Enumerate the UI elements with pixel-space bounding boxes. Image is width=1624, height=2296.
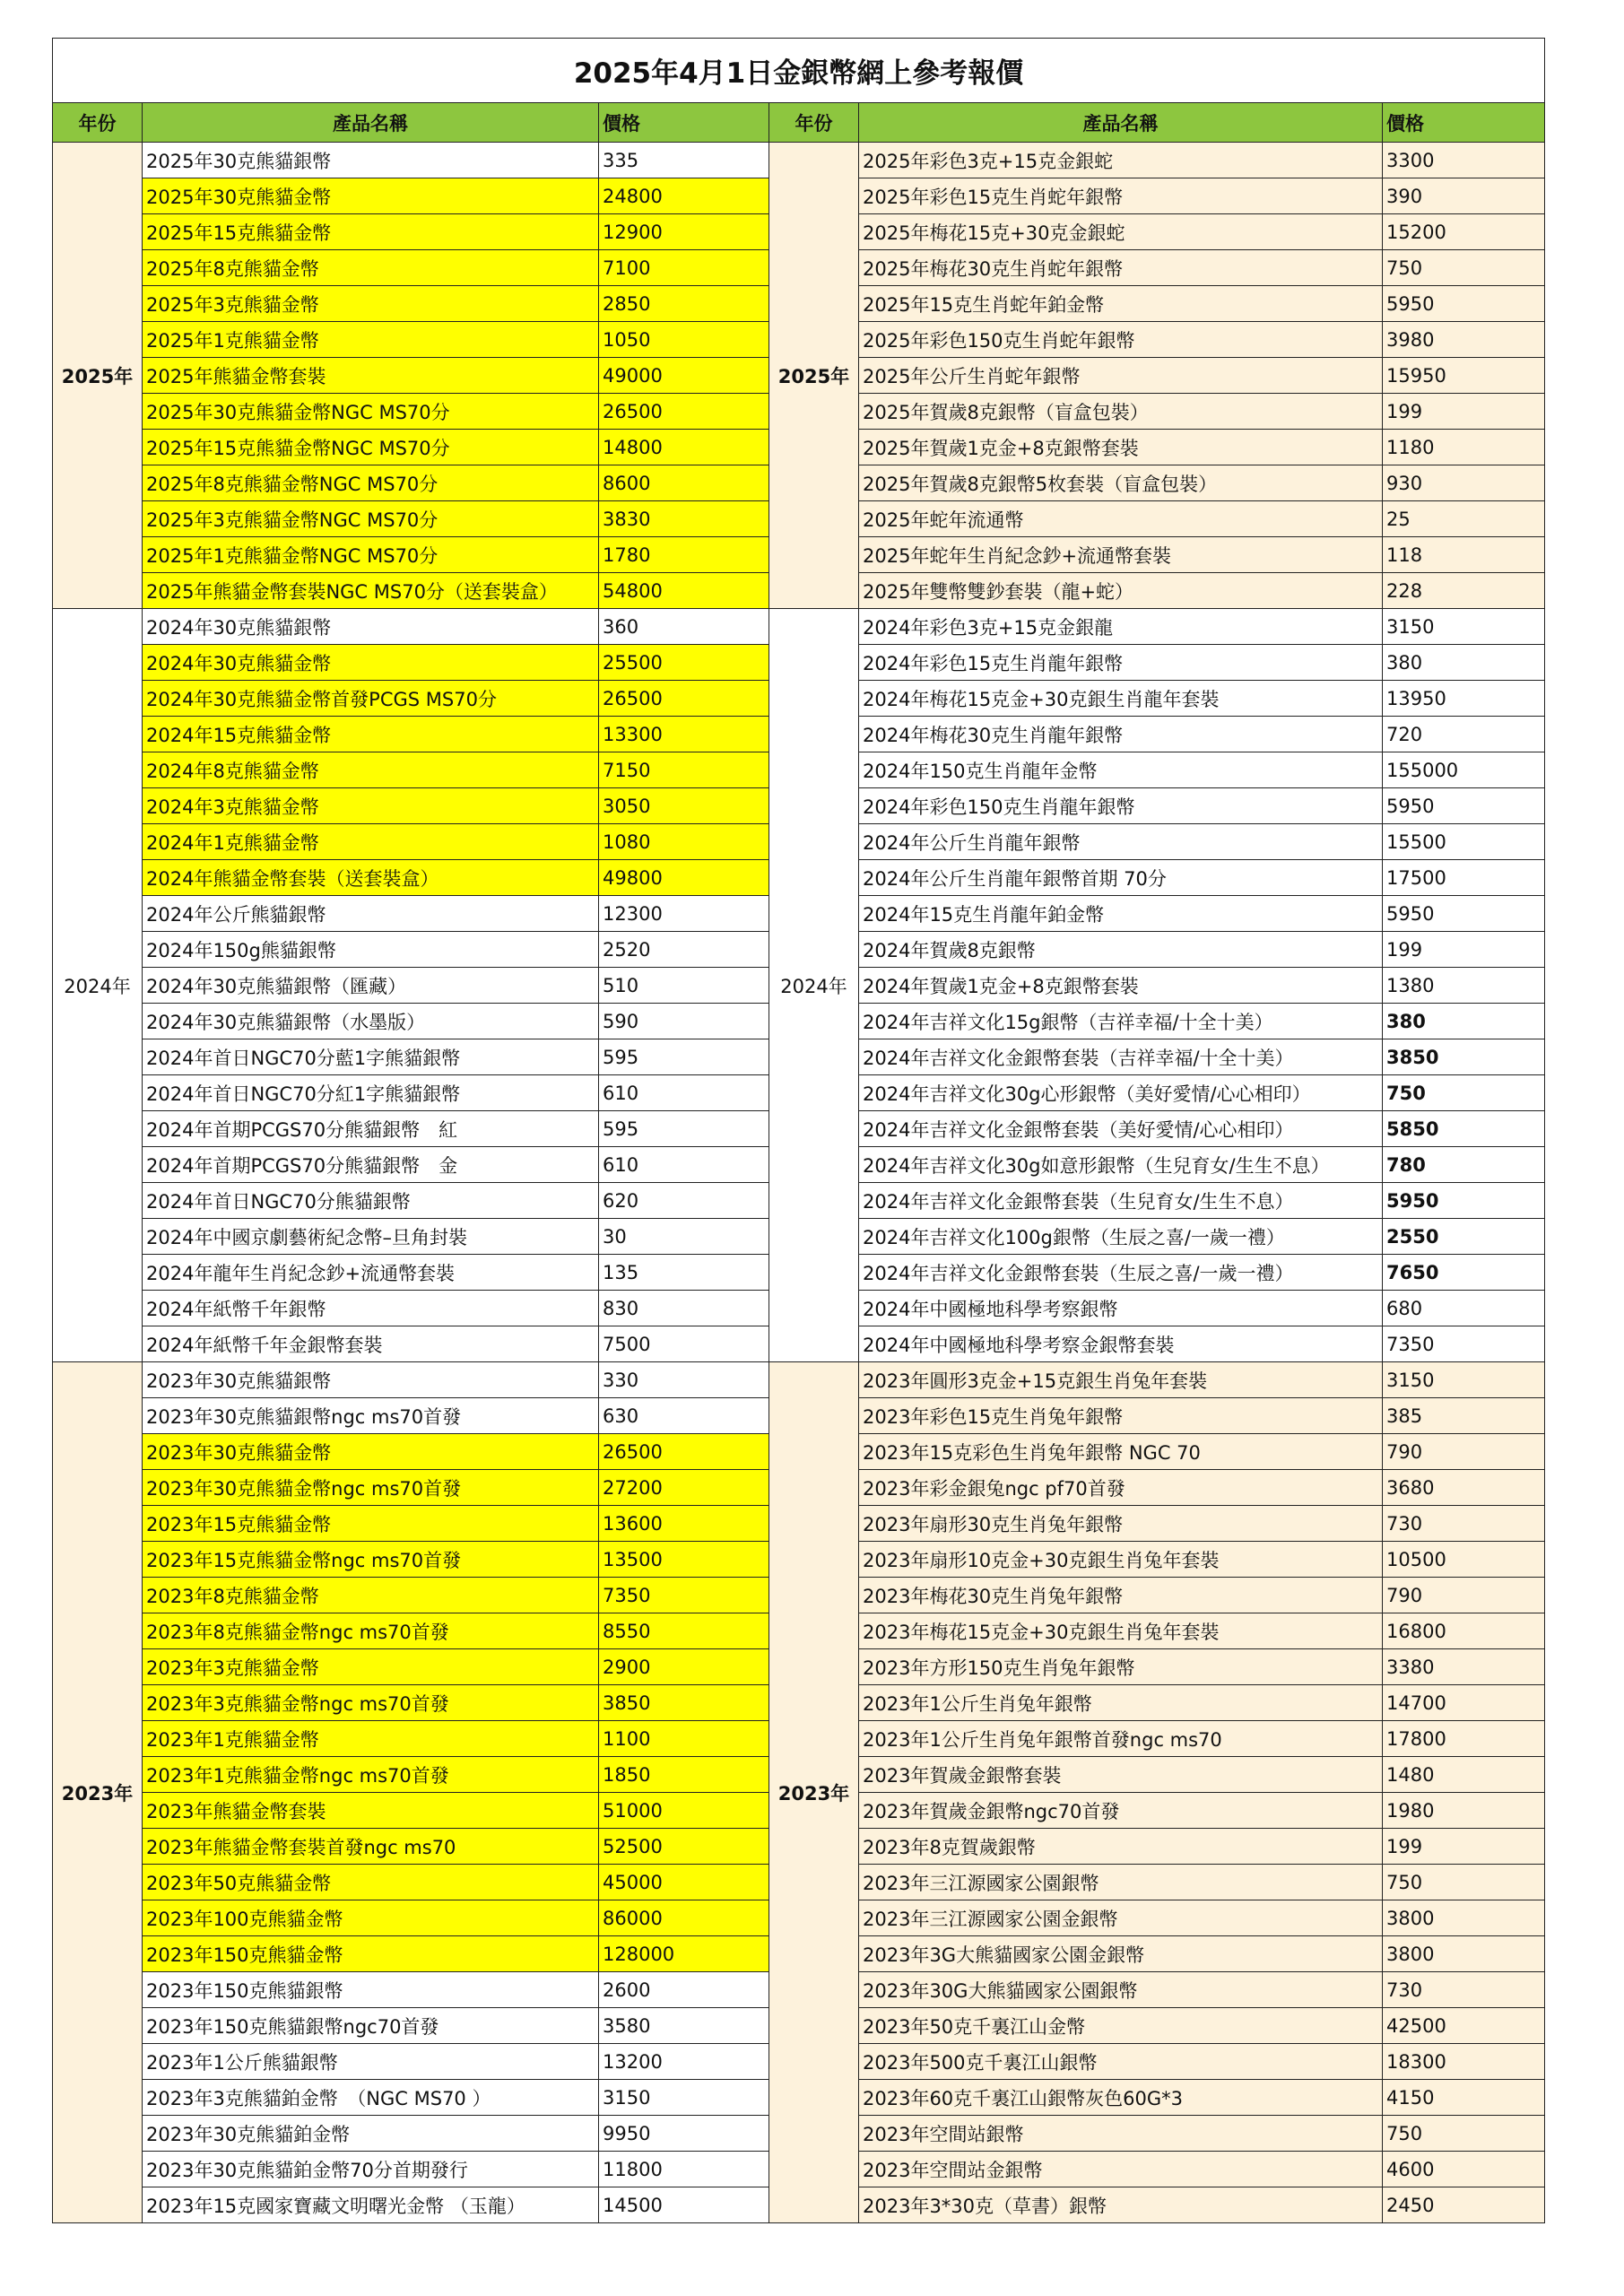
price-cell: 3050 [599,788,769,824]
product-name-cell: 2024年吉祥文化100g銀幣（生辰之喜/一歲一禮） [859,1219,1383,1255]
product-name-cell: 2024年紙幣千年銀幣 [143,1291,599,1326]
product-name-cell: 2023年3克熊貓鉑金幣 （NGC MS70 ） [143,2080,599,2116]
price-cell: 3680 [1383,1470,1545,1506]
product-name-cell: 2024年首期PCGS70分熊貓銀幣 紅 [143,1111,599,1147]
price-cell: 13200 [599,2044,769,2080]
price-cell: 5950 [1383,788,1545,824]
price-cell: 385 [1383,1398,1545,1434]
product-name-cell: 2025年30克熊貓金幣 [143,178,599,214]
price-cell: 390 [1383,178,1545,214]
price-cell: 620 [599,1183,769,1219]
price-cell: 8600 [599,465,769,501]
product-name-cell: 2024年梅花15克金+30克銀生肖龍年套裝 [859,681,1383,717]
price-cell: 330 [599,1362,769,1398]
price-cell: 15950 [1383,358,1545,394]
product-name-cell: 2023年彩色15克生肖兔年銀幣 [859,1398,1383,1434]
price-cell: 1180 [1383,430,1545,465]
product-name-cell: 2023年三江源國家公園銀幣 [859,1865,1383,1900]
product-name-cell: 2024年30克熊貓金幣 [143,645,599,681]
product-name-cell: 2023年1公斤生肖兔年銀幣首發ngc ms70 [859,1721,1383,1757]
price-cell: 5950 [1383,1183,1545,1219]
product-name-cell: 2023年扇形10克金+30克銀生肖兔年套裝 [859,1542,1383,1578]
product-name-cell: 2024年8克熊貓金幣 [143,752,599,788]
product-name-cell: 2023年梅花15克金+30克銀生肖兔年套裝 [859,1613,1383,1649]
price-cell: 14800 [599,430,769,465]
product-name-cell: 2023年30克熊貓銀幣ngc ms70首發 [143,1398,599,1434]
product-name-cell: 2024年紙幣千年金銀幣套裝 [143,1326,599,1362]
price-cell: 750 [1383,1865,1545,1900]
price-cell: 595 [599,1039,769,1075]
price-cell: 680 [1383,1291,1545,1326]
table-row [53,609,1545,645]
product-name-cell: 2023年賀歲金銀幣套裝 [859,1757,1383,1793]
product-name-cell: 2023年15克彩色生肖兔年銀幣 NGC 70 [859,1434,1383,1470]
price-cell: 610 [599,1075,769,1111]
price-cell: 199 [1383,1829,1545,1865]
price-cell: 15200 [1383,214,1545,250]
product-name-cell: 2023年15克熊貓金幣ngc ms70首發 [143,1542,599,1578]
price-cell: 830 [599,1291,769,1326]
header-price-right: 價格 [1383,103,1545,143]
product-name-cell: 2024年30克熊貓銀幣 [143,609,599,645]
product-name-cell: 2023年梅花30克生肖兔年銀幣 [859,1578,1383,1613]
product-name-cell: 2024年公斤生肖龍年銀幣首期 70分 [859,860,1383,896]
product-name-cell: 2024年吉祥文化金銀幣套裝（生兒育女/生生不息） [859,1183,1383,1219]
product-name-cell: 2023年30克熊貓金幣ngc ms70首發 [143,1470,599,1506]
price-cell: 3800 [1383,1900,1545,1936]
price-cell: 30 [599,1219,769,1255]
price-cell: 5950 [1383,286,1545,322]
product-name-cell: 2024年150克生肖龍年金幣 [859,752,1383,788]
product-name-cell: 2024年吉祥文化金銀幣套裝（生辰之喜/一歲一禮） [859,1255,1383,1291]
price-cell: 2900 [599,1649,769,1685]
product-name-cell: 2024年30克熊貓金幣首發PCGS MS70分 [143,681,599,717]
product-name-cell: 2023年100克熊貓金幣 [143,1900,599,1936]
price-cell: 790 [1383,1578,1545,1613]
price-cell: 790 [1383,1434,1545,1470]
product-name-cell: 2024年賀歲8克銀幣 [859,932,1383,968]
price-cell: 4600 [1383,2152,1545,2187]
price-cell: 1050 [599,322,769,358]
price-cell: 750 [1383,1075,1545,1111]
product-name-cell: 2024年彩色150克生肖龍年銀幣 [859,788,1383,824]
product-name-cell: 2025年彩色15克生肖蛇年銀幣 [859,178,1383,214]
price-cell: 335 [599,143,769,178]
product-name-cell: 2024年梅花30克生肖龍年銀幣 [859,717,1383,752]
product-name-cell: 2024年首日NGC70分紅1字熊貓銀幣 [143,1075,599,1111]
product-name-cell: 2024年150g熊貓銀幣 [143,932,599,968]
price-cell: 118 [1383,537,1545,573]
price-cell: 3800 [1383,1936,1545,1972]
product-name-cell: 2023年1克熊貓金幣ngc ms70首發 [143,1757,599,1793]
product-name-cell: 2024年30克熊貓銀幣（水墨版） [143,1004,599,1039]
price-cell: 16800 [1383,1613,1545,1649]
product-name-cell: 2025年8克熊貓金幣 [143,250,599,286]
price-cell: 13600 [599,1506,769,1542]
header-year-right: 年份 [769,103,859,143]
table-row [53,143,1545,178]
product-name-cell: 2023年30克熊貓鉑金幣 [143,2116,599,2152]
price-cell: 930 [1383,465,1545,501]
product-name-cell: 2024年吉祥文化15g銀幣（吉祥幸福/十全十美） [859,1004,1383,1039]
product-name-cell: 2023年方形150克生肖兔年銀幣 [859,1649,1383,1685]
price-cell: 1480 [1383,1757,1545,1793]
price-cell: 12300 [599,896,769,932]
price-cell: 5950 [1383,896,1545,932]
product-name-cell: 2023年50克熊貓金幣 [143,1865,599,1900]
product-name-cell: 2023年150克熊貓銀幣 [143,1972,599,2008]
page-title: 2025年4月1日金銀幣網上參考報價 [53,39,1545,103]
price-cell: 2450 [1383,2187,1545,2223]
price-cell: 630 [599,1398,769,1434]
price-cell: 510 [599,968,769,1004]
price-cell: 14700 [1383,1685,1545,1721]
price-cell: 17500 [1383,860,1545,896]
price-cell: 1080 [599,824,769,860]
year-cell-right: 2023年 [769,1362,859,2223]
product-name-cell: 2025年蛇年流通幣 [859,501,1383,537]
year-cell-right: 2025年 [769,143,859,609]
product-name-cell: 2023年3*30克（草書）銀幣 [859,2187,1383,2223]
product-name-cell: 2023年賀歲金銀幣ngc70首發 [859,1793,1383,1829]
price-cell: 720 [1383,717,1545,752]
price-cell: 9950 [599,2116,769,2152]
product-name-cell: 2023年熊貓金幣套裝 [143,1793,599,1829]
product-name-cell: 2023年扇形30克生肖兔年銀幣 [859,1506,1383,1542]
price-cell: 730 [1383,1972,1545,2008]
product-name-cell: 2025年3克熊貓金幣 [143,286,599,322]
price-cell: 26500 [599,681,769,717]
product-name-cell: 2023年8克熊貓金幣 [143,1578,599,1613]
product-name-cell: 2023年熊貓金幣套裝首發ngc ms70 [143,1829,599,1865]
product-name-cell: 2024年吉祥文化30g如意形銀幣（生兒育女/生生不息） [859,1147,1383,1183]
product-name-cell: 2024年3克熊貓金幣 [143,788,599,824]
price-cell: 155000 [1383,752,1545,788]
price-cell: 11800 [599,2152,769,2187]
product-name-cell: 2024年熊貓金幣套裝（送套裝盒） [143,860,599,896]
product-name-cell: 2023年150克熊貓金幣 [143,1936,599,1972]
product-name-cell: 2023年8克熊貓金幣ngc ms70首發 [143,1613,599,1649]
price-cell: 24800 [599,178,769,214]
product-name-cell: 2025年1克熊貓金幣NGC MS70分 [143,537,599,573]
product-name-cell: 2024年彩色3克+15克金銀龍 [859,609,1383,645]
product-name-cell: 2025年賀歲8克銀幣（盲盒包裝） [859,394,1383,430]
price-cell: 5850 [1383,1111,1545,1147]
price-cell: 360 [599,609,769,645]
product-name-cell: 2025年賀歲1克金+8克銀幣套裝 [859,430,1383,465]
product-name-cell: 2025年15克生肖蛇年鉑金幣 [859,286,1383,322]
product-name-cell: 2023年空間站金銀幣 [859,2152,1383,2187]
price-cell: 1850 [599,1757,769,1793]
product-name-cell: 2023年30G大熊貓國家公園銀幣 [859,1972,1383,2008]
price-cell: 52500 [599,1829,769,1865]
product-name-cell: 2025年梅花15克+30克金銀蛇 [859,214,1383,250]
price-cell: 25500 [599,645,769,681]
product-name-cell: 2024年首日NGC70分熊貓銀幣 [143,1183,599,1219]
price-cell: 228 [1383,573,1545,609]
price-cell: 7100 [599,250,769,286]
product-name-cell: 2025年公斤生肖蛇年銀幣 [859,358,1383,394]
price-cell: 7500 [599,1326,769,1362]
product-name-cell: 2025年賀歲8克銀幣5枚套裝（盲盒包裝） [859,465,1383,501]
price-cell: 17800 [1383,1721,1545,1757]
header-name-left: 產品名稱 [143,103,599,143]
product-name-cell: 2024年中國極地科學考察銀幣 [859,1291,1383,1326]
product-name-cell: 2024年龍年生肖紀念鈔+流通幣套裝 [143,1255,599,1291]
price-cell: 610 [599,1147,769,1183]
product-name-cell: 2024年30克熊貓銀幣（匯藏） [143,968,599,1004]
price-cell: 1980 [1383,1793,1545,1829]
product-name-cell: 2023年空間站銀幣 [859,2116,1383,2152]
product-name-cell: 2024年賀歲1克金+8克銀幣套裝 [859,968,1383,1004]
product-name-cell: 2023年圓形3克金+15克銀生肖兔年套裝 [859,1362,1383,1398]
product-name-cell: 2024年公斤熊貓銀幣 [143,896,599,932]
price-cell: 730 [1383,1506,1545,1542]
price-cell: 42500 [1383,2008,1545,2044]
price-cell: 49000 [599,358,769,394]
product-name-cell: 2023年3克熊貓金幣ngc ms70首發 [143,1685,599,1721]
price-cell: 10500 [1383,1542,1545,1578]
product-name-cell: 2023年150克熊貓銀幣ngc70首發 [143,2008,599,2044]
price-cell: 13300 [599,717,769,752]
year-cell-right: 2024年 [769,609,859,1362]
price-cell: 1380 [1383,968,1545,1004]
product-name-cell: 2025年1克熊貓金幣 [143,322,599,358]
product-name-cell: 2025年15克熊貓金幣 [143,214,599,250]
year-cell-left: 2024年 [53,609,143,1362]
product-name-cell: 2023年三江源國家公園金銀幣 [859,1900,1383,1936]
price-cell: 12900 [599,214,769,250]
product-name-cell: 2024年首日NGC70分藍1字熊貓銀幣 [143,1039,599,1075]
product-name-cell: 2023年15克國家寶藏文明曙光金幣 （玉龍） [143,2187,599,2223]
product-name-cell: 2023年50克千裏江山金幣 [859,2008,1383,2044]
product-name-cell: 2023年30克熊貓金幣 [143,1434,599,1470]
table-row [53,1362,1545,1398]
price-cell: 3150 [1383,609,1545,645]
price-cell: 3580 [599,2008,769,2044]
price-cell: 45000 [599,1865,769,1900]
price-cell: 54800 [599,573,769,609]
product-name-cell: 2024年吉祥文化金銀幣套裝（美好愛情/心心相印） [859,1111,1383,1147]
product-name-cell: 2023年彩金銀兔ngc pf70首發 [859,1470,1383,1506]
product-name-cell: 2023年1公斤熊貓銀幣 [143,2044,599,2080]
price-cell: 750 [1383,2116,1545,2152]
price-cell: 14500 [599,2187,769,2223]
product-name-cell: 2025年3克熊貓金幣NGC MS70分 [143,501,599,537]
product-name-cell: 2024年1克熊貓金幣 [143,824,599,860]
price-cell: 13500 [599,1542,769,1578]
header-year-left: 年份 [53,103,143,143]
price-cell: 590 [599,1004,769,1039]
product-name-cell: 2025年15克熊貓金幣NGC MS70分 [143,430,599,465]
price-cell: 51000 [599,1793,769,1829]
price-cell: 2550 [1383,1219,1545,1255]
product-name-cell: 2025年彩色150克生肖蛇年銀幣 [859,322,1383,358]
product-name-cell: 2024年中國極地科學考察金銀幣套裝 [859,1326,1383,1362]
price-cell: 750 [1383,250,1545,286]
price-cell: 780 [1383,1147,1545,1183]
product-name-cell: 2024年15克生肖龍年鉑金幣 [859,896,1383,932]
product-name-cell: 2024年中國京劇藝術紀念幣–旦角封裝 [143,1219,599,1255]
price-cell: 3980 [1383,322,1545,358]
product-name-cell: 2023年3G大熊貓國家公園金銀幣 [859,1936,1383,1972]
price-cell: 49800 [599,860,769,896]
price-cell: 26500 [599,1434,769,1470]
price-cell: 15500 [1383,824,1545,860]
product-name-cell: 2025年彩色3克+15克金銀蛇 [859,143,1383,178]
year-cell-left: 2023年 [53,1362,143,2223]
product-name-cell: 2025年8克熊貓金幣NGC MS70分 [143,465,599,501]
price-cell: 3850 [1383,1039,1545,1075]
product-name-cell: 2023年60克千裏江山銀幣灰色60G*3 [859,2080,1383,2116]
price-cell: 3850 [599,1685,769,1721]
product-name-cell: 2023年30克熊貓鉑金幣70分首期發行 [143,2152,599,2187]
price-cell: 135 [599,1255,769,1291]
price-cell: 3380 [1383,1649,1545,1685]
header-name-right: 產品名稱 [859,103,1383,143]
price-cell: 380 [1383,1004,1545,1039]
product-name-cell: 2023年8克賀歲銀幣 [859,1829,1383,1865]
product-name-cell: 2023年15克熊貓金幣 [143,1506,599,1542]
product-name-cell: 2023年3克熊貓金幣 [143,1649,599,1685]
price-cell: 128000 [599,1936,769,1972]
price-cell: 199 [1383,932,1545,968]
price-cell: 3150 [1383,1362,1545,1398]
product-name-cell: 2024年公斤生肖龍年銀幣 [859,824,1383,860]
price-cell: 2850 [599,286,769,322]
product-name-cell: 2023年500克千裏江山銀幣 [859,2044,1383,2080]
product-name-cell: 2025年30克熊貓金幣NGC MS70分 [143,394,599,430]
header-row [53,103,1545,143]
year-cell-left: 2025年 [53,143,143,609]
product-name-cell: 2024年首期PCGS70分熊貓銀幣 金 [143,1147,599,1183]
price-cell: 4150 [1383,2080,1545,2116]
price-cell: 3300 [1383,143,1545,178]
price-cell: 1780 [599,537,769,573]
product-name-cell: 2023年1公斤生肖兔年銀幣 [859,1685,1383,1721]
price-cell: 25 [1383,501,1545,537]
price-cell: 2600 [599,1972,769,2008]
price-cell: 1100 [599,1721,769,1757]
price-cell: 199 [1383,394,1545,430]
price-cell: 13950 [1383,681,1545,717]
product-name-cell: 2023年30克熊貓銀幣 [143,1362,599,1398]
product-name-cell: 2025年蛇年生肖紀念鈔+流通幣套裝 [859,537,1383,573]
product-name-cell: 2024年吉祥文化30g心形銀幣（美好愛情/心心相印） [859,1075,1383,1111]
product-name-cell: 2024年彩色15克生肖龍年銀幣 [859,645,1383,681]
product-name-cell: 2024年吉祥文化金銀幣套裝（吉祥幸福/十全十美） [859,1039,1383,1075]
price-cell: 7350 [1383,1326,1545,1362]
price-cell: 18300 [1383,2044,1545,2080]
product-name-cell: 2025年30克熊貓銀幣 [143,143,599,178]
product-name-cell: 2025年雙幣雙鈔套裝（龍+蛇） [859,573,1383,609]
price-cell: 595 [599,1111,769,1147]
header-price-left: 價格 [599,103,769,143]
price-cell: 380 [1383,645,1545,681]
price-cell: 86000 [599,1900,769,1936]
price-cell: 7350 [599,1578,769,1613]
price-cell: 26500 [599,394,769,430]
price-cell: 3150 [599,2080,769,2116]
product-name-cell: 2023年1克熊貓金幣 [143,1721,599,1757]
product-name-cell: 2025年梅花30克生肖蛇年銀幣 [859,250,1383,286]
price-cell: 27200 [599,1470,769,1506]
price-table [52,38,1545,2223]
product-name-cell: 2025年熊貓金幣套裝NGC MS70分（送套裝盒） [143,573,599,609]
price-cell: 7150 [599,752,769,788]
price-cell: 2520 [599,932,769,968]
price-cell: 8550 [599,1613,769,1649]
price-cell: 3830 [599,501,769,537]
product-name-cell: 2024年15克熊貓金幣 [143,717,599,752]
price-cell: 7650 [1383,1255,1545,1291]
product-name-cell: 2025年熊貓金幣套裝 [143,358,599,394]
